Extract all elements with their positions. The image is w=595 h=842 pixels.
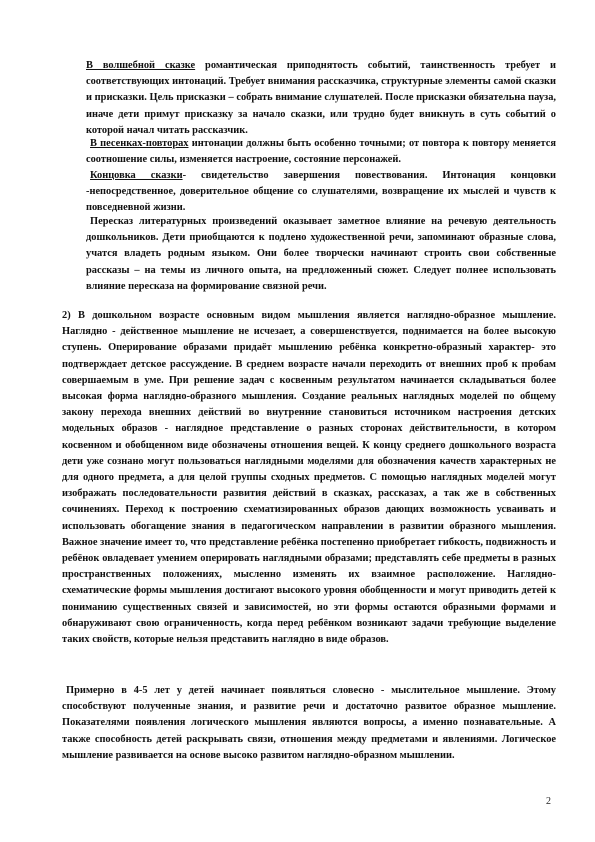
paragraph-lead: Концовка сказки xyxy=(90,170,183,181)
paragraph-lead: В песенках-повторах xyxy=(90,138,189,149)
paragraph-verbal-thinking xyxy=(62,683,556,764)
paragraph-tale-ending xyxy=(86,168,556,217)
page-number: 2 xyxy=(546,796,551,807)
paragraph-retelling xyxy=(86,214,556,295)
paragraph-text: интонации должны быть особенно точными; от повтора к повтору меняется соотношение силы, изменяется настроение, состояние персонажей. xyxy=(86,138,556,166)
paragraph-lead: В волшебной сказке xyxy=(86,60,196,71)
paragraph-text: 2) В дошкольном возрасте основным видом мышления является наглядно-образное мышление. Наглядно - действенное мышление не исчезает, а совершенствуется, поднимается на более высокую ступень. Оперирование образами придаёт мышлению ребёнка конкретно-образный характер- это подтверждает детское рассуждение. В среднем возрасте начали переходить от внешних проб к пробам совершаемым в уме. При решение задач с косвенным результатом начинается складываться более высокая форма наглядно-образного мышления. Создание реальных наглядных моделей по общему закону перехода внешних действий во внутренние становиться источником настроения детских модельных образов - наглядное представление о разных сторонах действительности, в котором косвенном и обобщенном виде обозначены отношения вещей. К концу среднего дошкольного возраста дети уже сознано могут пользоваться наглядными моделями для обозначения качеств характерных не для одного предмета, а для целой группы сходных предметов. С помощью наглядных моделей могут изображать последовательности развития действий в сказках, рассказах, а так же в собственных сочинениях. Переход к построению схематизированных образов дающих возможность усваивать и использовать обогащение знания в педагогическом направлении в развитии образного мышления. Важное значение имеет то, что представление ребёнка постепенно приобретает гибкость, подвижность и ребёнок овладевает умением оперировать наглядными образами; представлять себе предметы в разных пространственных положениях, мысленно изменять их взаимное расположение. Наглядно-схематические формы мышления достигают высокого уровня обобщенности и могут приводить детей к пониманию существенных связей и зависимостей, но эти формы остаются образными формами и обнаруживают свою ограниченность, когда перед ребёнком возникают задачи требующие выделение таких свойств, которые нельзя представить наглядно в виде образов. xyxy=(62,310,556,646)
paragraph-song-repeats xyxy=(86,136,556,168)
paragraph-text: романтическая приподнятость событий, таинственность требует и соответствующих интонаций. Требует внимания рассказчика, структурные элементы самой сказки и присказки. Цель присказки – собрать внимание слушателей. После присказки обязательна пауза, иначе дети примут присказку за начало сказки, или трудно будет вникнуть в суть событий о которой начал читать рассказчик. xyxy=(86,60,556,136)
paragraph-text: Примерно в 4-5 лет у детей начинает появляться словесно - мыслительное мышление. Этому способствуют полученные знания, и развитие речи и достаточно развитое образное мышление. Показателями появления логического мышления являются вопросы, а именно познавательные. А также способность детей раскрывать связи, отношения между предметами и явлениями. Логическое мышление развивается на основе высоко развитом наглядно-образном мышлении. xyxy=(62,685,556,761)
paragraph-thinking xyxy=(62,308,556,648)
paragraph-fairy-tale xyxy=(86,58,556,139)
paragraph-text: Пересказ литературных произведений оказывает заметное влияние на речевую деятельность дошкольников. Дети приобщаются к подлено художественной речи, запоминают образные слова, учатся владеть родным языком. Они более творчески начинают строить свои собственные рассказы – на темы из личного опыта, на предложенный сюжет. Следует полнее использовать влияние пересказа на формирование связной речи. xyxy=(86,216,556,292)
paragraph-text: - свидетельство завершения повествования. Интонация концовки -непосредственное, доверительное общение со слушателями, возвращение их мыслей и чувств к повседневной жизни. xyxy=(86,170,556,214)
